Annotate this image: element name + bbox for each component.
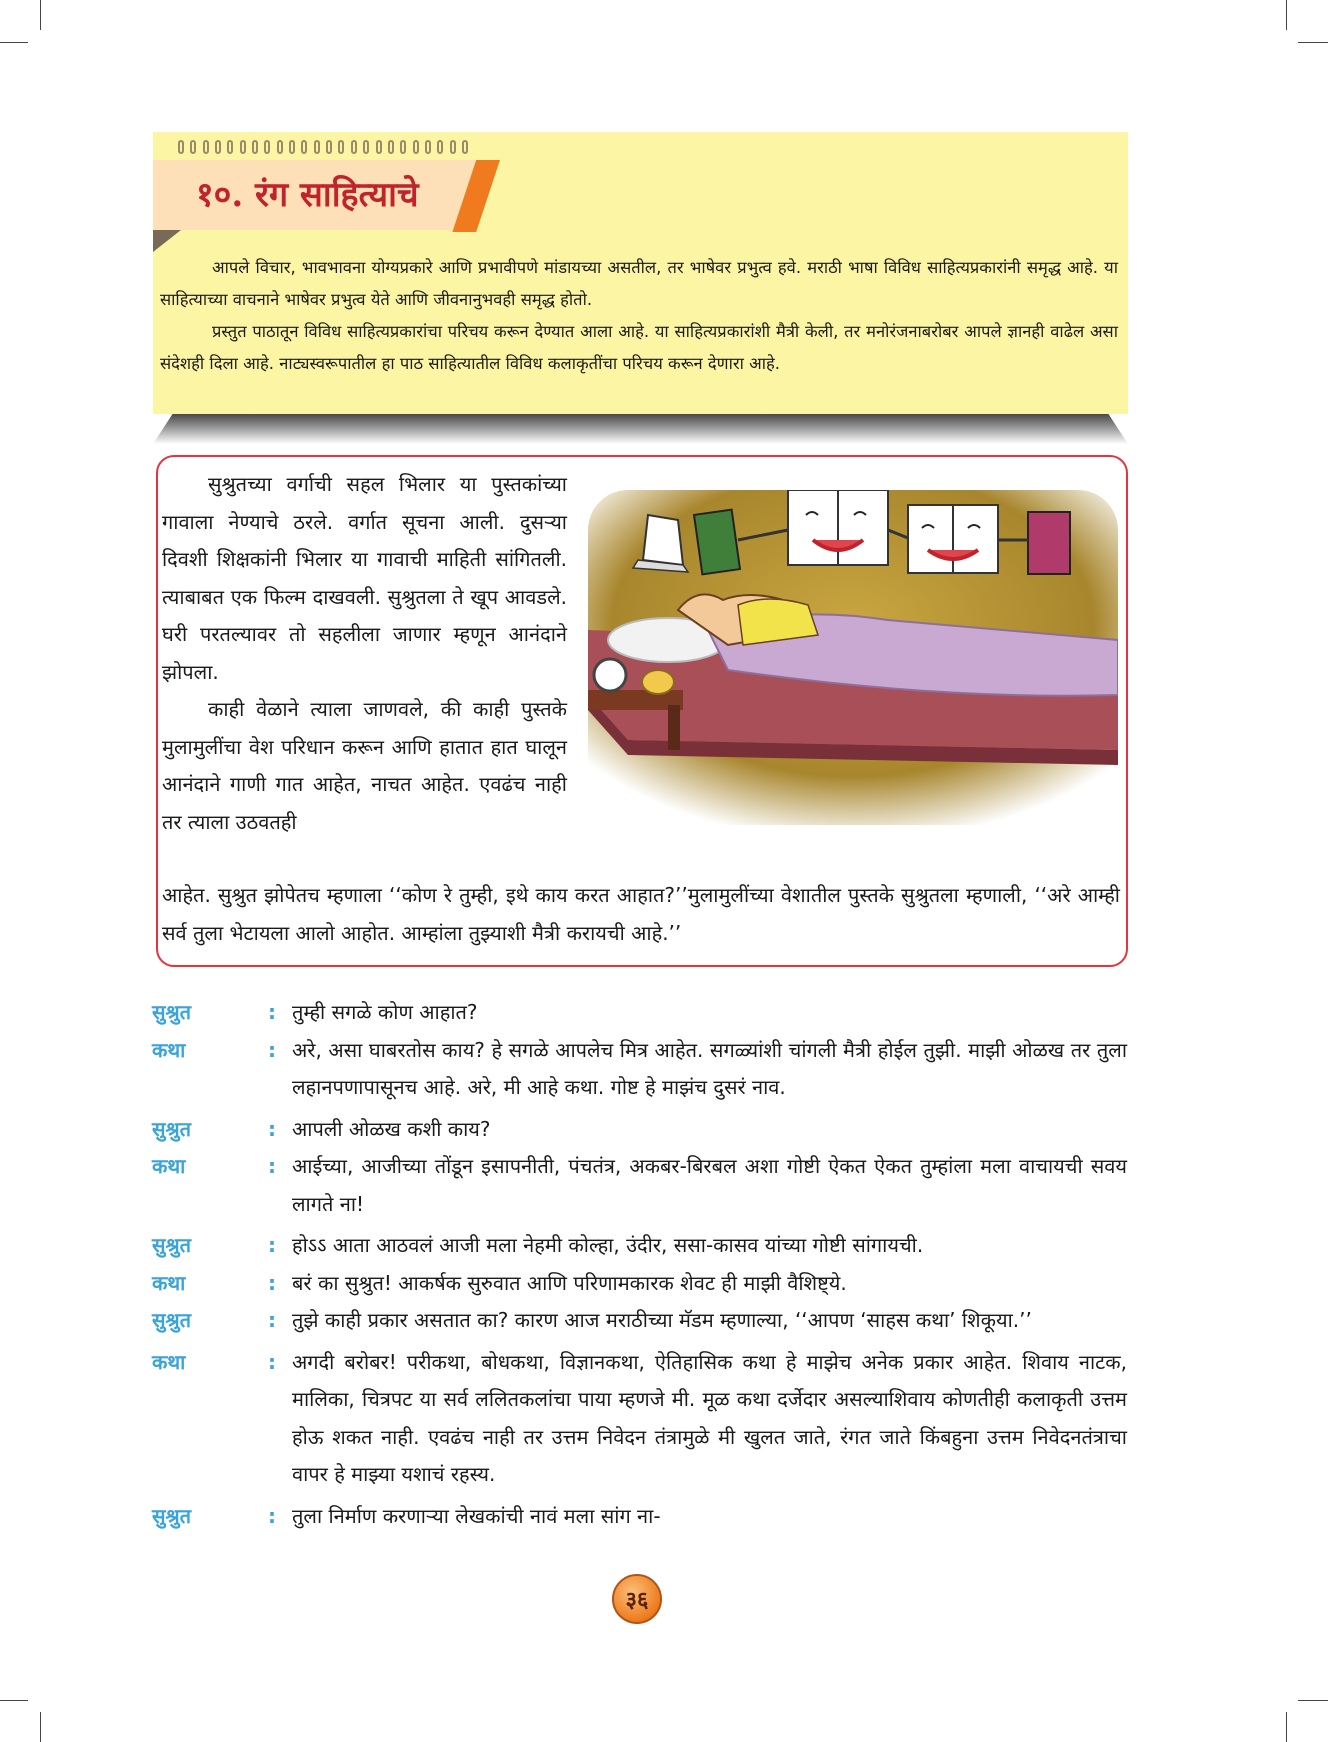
speaker-label: सुश्रुत (152, 1116, 192, 1141)
speech-text: तुझे काही प्रकार असतात का? कारण आज मराठीच्या मॅडम म्हणाल्या, ‘‘आपण ‘साहस कथा’ शिकूया.’’ (292, 1308, 1032, 1332)
intro-shadow (153, 414, 1128, 444)
speaker-label: कथा (152, 1349, 186, 1374)
intro-paragraph: आपले विचार, भावभावना योग्यप्रकारे आणि प्रभावीपणे मांडायच्या असतील, तर भाषेवर प्रभुत्व हवे. मराठी भाषा विविध साहित्यप्रकारांनी समृद्ध आहे. या साहित्याच्या वाचनाने भाषेवर प्रभुत्व येते आणि जीवनानुभवही समृद्ध होतो. (160, 258, 1118, 309)
colon-separator: : (268, 1233, 276, 1257)
speech-text: आईच्या, आजीच्या तोंडून इसापनीती, पंचतंत्र, अकबर-बिरबल अशा गोष्टी ऐकत ऐकत तुम्हांला मला वाचायची सवय लागते ना! (292, 1154, 1127, 1216)
speaker-label: सुश्रुत (152, 1503, 192, 1528)
chapter-title: १०. रंग साहित्याचे (196, 175, 419, 215)
speech-text: तुम्ही सगळे कोण आहात? (292, 1000, 478, 1024)
colon-separator: : (268, 1037, 276, 1062)
story-text (162, 466, 567, 841)
dialogue-line (152, 1111, 1127, 1149)
story-paragraph: काही वेळाने त्याला जाणवले, की काही पुस्तके मुलामुलींचा वेश परिधान करून आणि हातात हात घालून आनंदाने गाणी गात आहेत, नाचत आहेत. एवढंच नाही तर त्याला उठवतही (162, 697, 567, 834)
colon-separator: : (268, 1116, 276, 1141)
speaker-label: सुश्रुत (152, 1233, 192, 1257)
page-number: ३६ (612, 1574, 662, 1624)
colon-separator: : (268, 1000, 276, 1024)
crop-mark (1286, 1712, 1287, 1742)
crop-mark (1286, 0, 1287, 30)
colon-separator: : (268, 1308, 276, 1332)
smiling-book-icon (788, 490, 888, 565)
dialogue-line (152, 1032, 1127, 1107)
dialogue-line (152, 1344, 1127, 1494)
binder-rings (178, 140, 468, 156)
crop-mark (1298, 42, 1328, 43)
dialogue-line (152, 1302, 1127, 1340)
speech-text: आपली ओळख कशी काय? (292, 1116, 491, 1141)
dialogue-line (152, 1498, 1127, 1536)
dialogue-line (152, 1227, 1127, 1265)
alarm-clock-icon (594, 659, 626, 691)
colon-separator: : (268, 1503, 276, 1528)
intro-paragraph: प्रस्तुत पाठातून विविध साहित्यप्रकारांचा परिचय करून देण्यात आला आहे. या साहित्यप्रकारांशी मैत्री केली, तर मनोरंजनाबरोबर आपले ज्ञानही वाढेल असा संदेशही दिला आहे. नाट्यस्वरूपातील हा पाठ साहित्यातील विविध कलाकृतींचा परिचय करून देणारा आहे. (160, 322, 1118, 373)
speaker-label: सुश्रुत (152, 1308, 192, 1332)
crop-mark (40, 0, 41, 30)
crop-mark (0, 1700, 28, 1701)
colon-separator: : (268, 1349, 276, 1374)
speech-text: होऽऽ आता आठवलं आजी मला नेहमी कोल्हा, उंदीर, ससा-कासव यांच्या गोष्टी सांगायची. (292, 1233, 924, 1257)
speaker-label: कथा (152, 1154, 186, 1178)
story-paragraph-continued: आहेत. सुश्रुत झोपेतच म्हणाला ‘‘कोण रे तुम्ही, इथे काय करत आहात?’’मुलामुलींच्या वेशातील पुस्तके सुश्रुतला म्हणाली, ‘‘अरे आम्ही सर्व तुला भेटायला आलो आहोत. आम्हांला तुझ्याशी मैत्री करायची आहे.’’ (162, 883, 1120, 945)
speech-text: अरे, असा घाबरतोस काय? हे सगळे आपलेच मित्र आहेत. सगळ्यांशी चांगली मैत्री होईल तुझी. माझी ओळख तर तुला लहानपणापासूनच आहे. अरे, मी आहे कथा. गोष्ट हे माझंच दुसरं नाव. (292, 1037, 1127, 1099)
colon-separator: : (268, 1270, 276, 1295)
speech-text: बरं का सुश्रुत! आकर्षक सुरुवात आणि परिणामकारक शेवट ही माझी वैशिष्ट्ये. (292, 1270, 847, 1295)
intro-text (160, 252, 1118, 380)
speaker-label: सुश्रुत (152, 1000, 192, 1024)
dialogue (152, 994, 1127, 1535)
green-book-icon (694, 510, 740, 575)
story-paragraph: सुश्रुतच्या वर्गाची सहल भिलार या पुस्तकांच्या गावाला नेण्याचे ठरले. वर्गात सूचना आली. दुसऱ्या दिवशी शिक्षकांनी भिलार या गावाची माहिती सांगितली. त्याबाबत एक फिल्म दाखवली. सुश्रुतला ते खूप आवडले. घरी परतल्यावर तो सहलीला जाणार म्हणून आनंदाने झोपला. (162, 472, 567, 684)
crop-mark (1298, 1700, 1328, 1701)
lamp-icon (642, 670, 674, 694)
colon-separator: : (268, 1154, 276, 1178)
speaker-label: कथा (152, 1037, 186, 1062)
pink-book-icon (1028, 512, 1070, 574)
speech-text: अगदी बरोबर! परीकथा, बोधकथा, विज्ञानकथा, ऐतिहासिक कथा हे माझेच अनेक प्रकार आहेत. शिवाय नाटक, मालिका, चित्रपट या सर्व ललितकलांचा पाया म्हणजे मी. मूळ कथा दर्जेदार असल्याशिवाय कोणतीही कलाकृती उत्तम होऊ शकत नाही. एवढंच नाही तर उत्तम निवेदन तंत्रामुळे मी खुलत जाते, रंगत जाते किंबहुना उत्तम निवेदनतंत्राचा वापर हे माझ्या यशाचं रहस्य. (292, 1349, 1127, 1486)
speaker-label: कथा (152, 1270, 186, 1295)
speech-text: तुला निर्माण करणाऱ्या लेखकांची नावं मला सांग ना- (292, 1503, 661, 1528)
crop-mark (0, 42, 28, 43)
crop-mark (40, 1712, 41, 1742)
sleeping-boy-illustration (588, 490, 1118, 825)
dialogue-line (152, 994, 1127, 1032)
dialogue-line (152, 1265, 1127, 1303)
smiling-book-icon (908, 505, 998, 573)
dialogue-line (152, 1148, 1127, 1223)
